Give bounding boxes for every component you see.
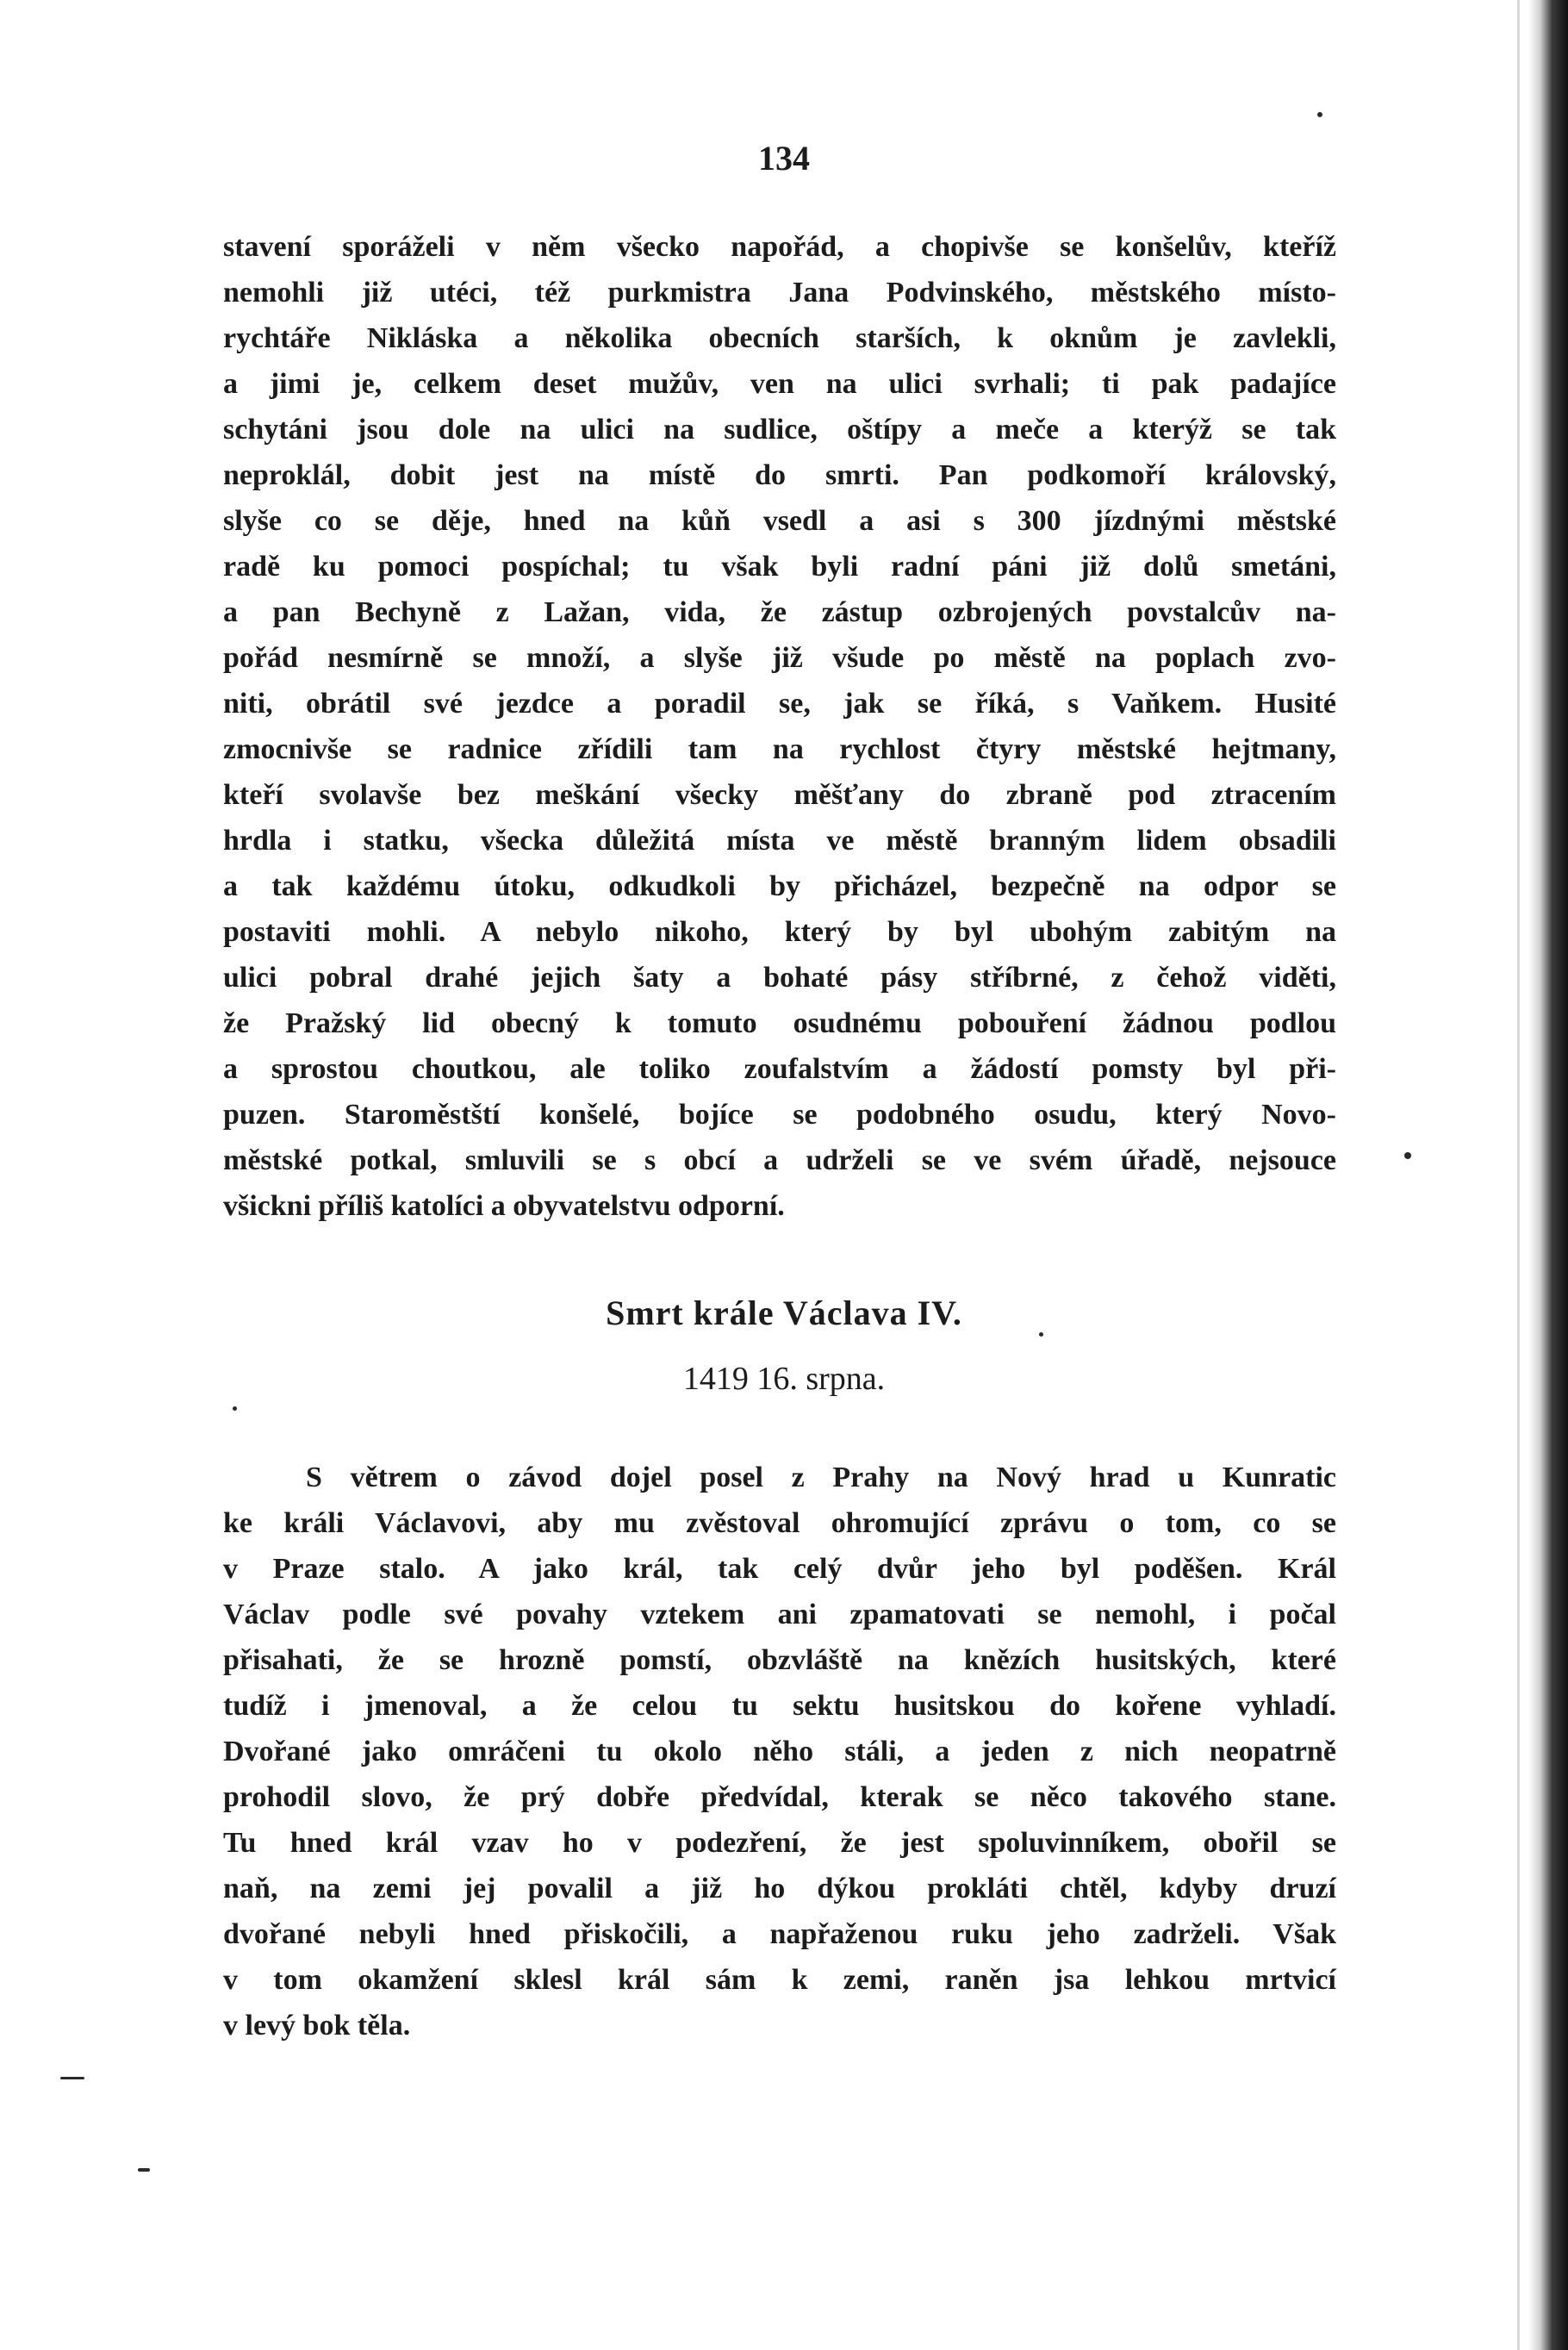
- text-line: ulici pobral drahé jejich šaty a bohaté pásy stříbrné, z čehož viděti,: [223, 962, 1336, 994]
- text-line: pořád nesmírně se množí, a slyše již všude po městě na poplach zvo-: [223, 642, 1336, 674]
- text-line: městské potkal, smluvili se s obcí a udrželi se ve svém úřadě, nejsouce: [223, 1144, 1336, 1176]
- text-line: v Praze stalo. A jako král, tak celý dvůr jeho byl poděšen. Král: [223, 1553, 1336, 1585]
- text-line: slyše co se děje, hned na kůň vsedl a asi s 300 jízdnými městské: [223, 505, 1336, 537]
- text-line: kteří svolavše bez meškání všecky měšťany do zbraně pod ztracením: [223, 779, 1336, 811]
- text-line: a tak každému útoku, odkudkoli by přicházel, bezpečně na odpor se: [223, 870, 1336, 902]
- scan-speck: [60, 2077, 84, 2079]
- text-line: a pan Bechyně z Lažan, vida, že zástup ozbrojených povstalcův na-: [223, 596, 1336, 628]
- text-line: Dvořané jako omráčeni tu okolo něho stáli, a jeden z nich neopatrně: [223, 1736, 1336, 1767]
- text-line: všickni příliš katolíci a obyvatelstvu odporní.: [223, 1190, 785, 1222]
- text-line: v levý bok těla.: [223, 2010, 411, 2041]
- section-heading: Smrt krále Václava IV.: [606, 1293, 962, 1332]
- scan-speck: [1404, 1152, 1411, 1159]
- scan-speck: [233, 1406, 237, 1411]
- text-line: prohodil slovo, že prý dobře předvídal, kterak se něco takového stane.: [223, 1781, 1336, 1813]
- page-number: 134: [758, 139, 810, 178]
- page-edge-shadow: [1528, 0, 1568, 2350]
- text-line: a sprostou choutkou, ale toliko zoufalstvím a žádostí pomsty byl při-: [223, 1053, 1336, 1085]
- scan-speck: [138, 2168, 150, 2172]
- text-line: hrdla i statku, všecka důležitá místa ve městě branným lidem obsadili: [223, 825, 1336, 857]
- text-line: puzen. Staroměstští konšelé, bojíce se podobného osudu, který Novo-: [223, 1099, 1336, 1131]
- paragraph-2: [223, 1455, 1336, 2048]
- text-line: že Pražský lid obecný k tomuto osudnému pobouření žádnou podlou: [223, 1007, 1336, 1039]
- text-line: zmocnivše se radnice zřídili tam na rychlost čtyry městské hejtmany,: [223, 733, 1336, 765]
- text-line: schytáni jsou dole na ulici na sudlice, oštípy a meče a kterýž se tak: [223, 414, 1336, 446]
- scan-speck: [1039, 1332, 1043, 1337]
- text-line: Tu hned král vzav ho v podezření, že jest spoluvinníkem, obořil se: [223, 1827, 1336, 1859]
- text-line: tudíž i jmenoval, a že celou tu sektu husitskou do kořene vyhladí.: [223, 1690, 1336, 1722]
- text-line: dvořané nebyli hned přiskočili, a napřaženou ruku jeho zadrželi. Však: [223, 1918, 1336, 1950]
- text-line: přisahati, že se hrozně pomstí, obzvláště na knězích husitských, které: [223, 1644, 1336, 1676]
- paragraph-1: [223, 224, 1336, 1229]
- text-line: radě ku pomoci pospíchal; tu však byli radní páni již dolů smetáni,: [223, 551, 1336, 583]
- text-line: postaviti mohli. A nebylo nikoho, který by byl ubohým zabitým na: [223, 916, 1336, 948]
- text-line: Václav podle své povahy vztekem ani zpamatovati se nemohl, i počal: [223, 1599, 1336, 1630]
- scan-speck: [1317, 112, 1322, 117]
- text-line: stavení sporáželi v něm všecko napořád, a chopivše se konšelův, kteříž: [223, 231, 1336, 263]
- text-line: rychtáře Nikláska a několika obecních starších, k oknům je zavlekli,: [223, 322, 1336, 354]
- page-edge-line: [1517, 0, 1520, 2350]
- text-line: niti, obrátil své jezdce a poradil se, jak se říká, s Vaňkem. Husité: [223, 688, 1336, 720]
- text-line: nemohli již utéci, též purkmistra Jana Podvinského, městského místo-: [223, 277, 1336, 309]
- text-line: ke králi Václavovi, aby mu zvěstoval ohromující zprávu o tom, co se: [223, 1507, 1336, 1539]
- text-line: neproklál, dobit jest na místě do smrti. Pan podkomoří královský,: [223, 459, 1336, 491]
- section-date: 1419 16. srpna.: [682, 1361, 886, 1397]
- text-line: naň, na zemi jej povalil a již ho dýkou prokláti chtěl, kdyby druzí: [223, 1873, 1336, 1904]
- text-line: S větrem o závod dojel posel z Prahy na Nový hrad u Kunratic: [306, 1462, 1336, 1493]
- text-line: v tom okamžení sklesl král sám k zemi, raněn jsa lehkou mrtvicí: [223, 1964, 1336, 1996]
- text-line: a jimi je, celkem deset mužův, ven na ulici svrhali; ti pak padajíce: [223, 368, 1336, 400]
